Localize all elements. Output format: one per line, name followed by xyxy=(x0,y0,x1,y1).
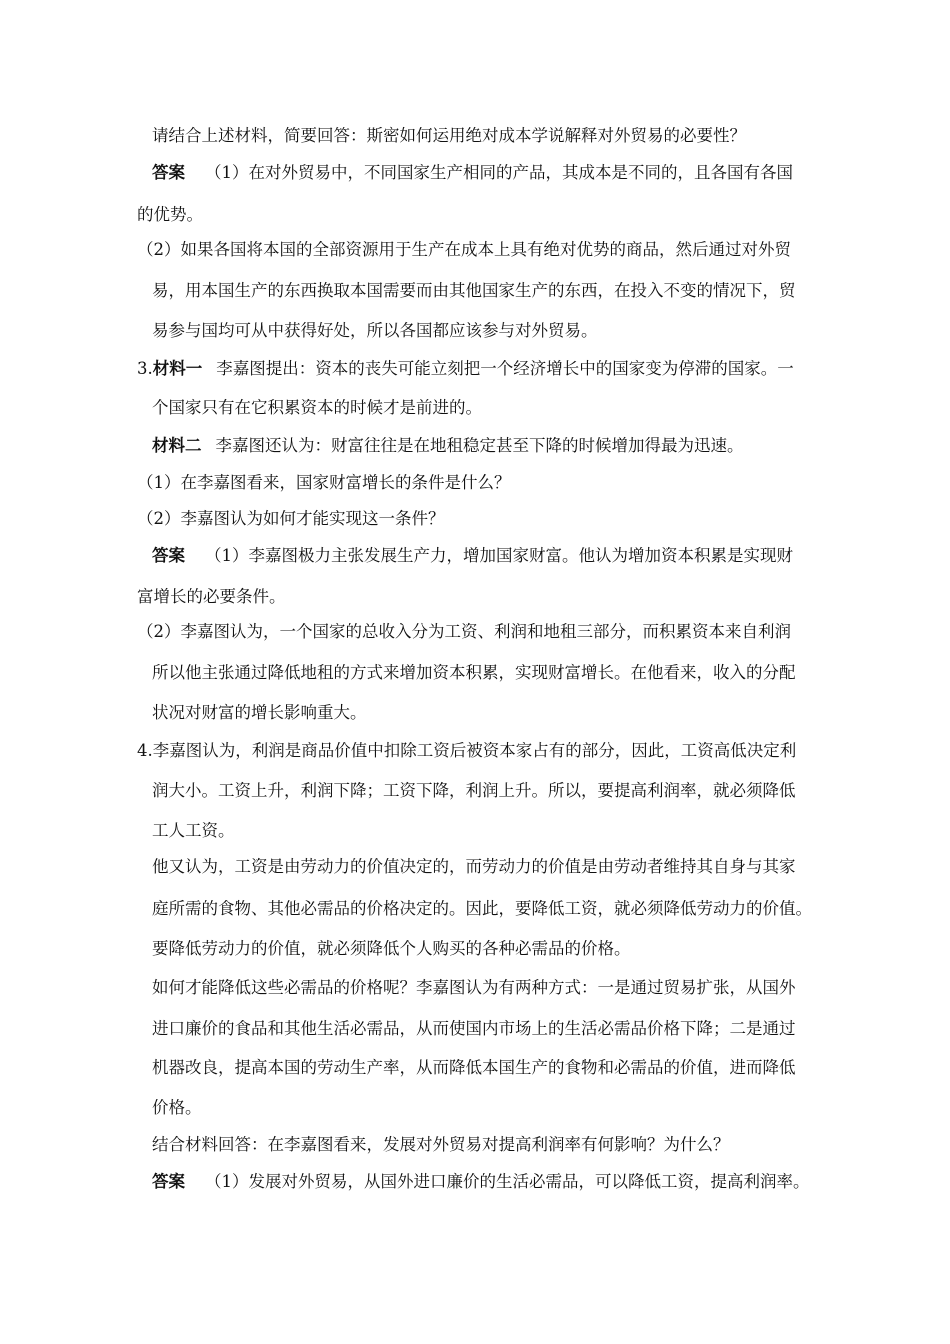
answer-line xyxy=(152,1172,810,1192)
text: 易，用本国生产的东西换取本国需要而由其他国家生产的东西，在投入不变的情况下，贸 xyxy=(152,281,796,300)
text: （2）李嘉图认为，一个国家的总收入分为工资、利润和地租三部分，而积累资本来自利润 xyxy=(137,622,791,641)
text-line xyxy=(152,821,235,841)
question-line xyxy=(152,1135,730,1155)
text: 要降低劳动力的价值，就必须降低个人购买的各种必需品的价格。 xyxy=(152,939,631,958)
text-line xyxy=(152,663,796,683)
text-line xyxy=(152,1058,796,1078)
text: 4.李嘉图认为，利润是商品价值中扣除工资后被资本家占有的部分，因此，工资高低决定利 xyxy=(137,741,797,760)
item-4-line xyxy=(137,741,796,761)
text: 他又认为，工资是由劳动力的价值决定的，而劳动力的价值是由劳动者维持其自身与其家 xyxy=(152,857,796,876)
text-line xyxy=(152,1098,202,1118)
text: 所以他主张通过降低地租的方式来增加资本积累，实现财富增长。在他看来，收入的分配 xyxy=(152,663,796,682)
text-line xyxy=(152,781,796,801)
text: 易参与国均可从中获得好处，所以各国都应该参与对外贸易。 xyxy=(152,321,598,340)
answer-line xyxy=(152,546,793,566)
text-line xyxy=(152,899,812,919)
material-line xyxy=(152,436,744,456)
text: 个国家只有在它积累资本的时候才是前进的。 xyxy=(152,398,482,417)
text: （1）在对外贸易中，不同国家生产相同的产品，其成本是不同的，且各国有各国 xyxy=(205,163,793,182)
material-label: 材料一 xyxy=(152,359,203,378)
question-line xyxy=(137,509,445,529)
text-line xyxy=(137,587,286,607)
text-line xyxy=(152,321,598,341)
answer-line xyxy=(152,163,793,183)
text: 工人工资。 xyxy=(152,821,235,840)
text: （2）李嘉图认为如何才能实现这一条件？ xyxy=(137,509,445,528)
text-line xyxy=(152,1019,796,1039)
item-number: 3. xyxy=(137,359,153,378)
text-line xyxy=(152,281,796,301)
answer-label: 答案 xyxy=(152,163,185,182)
text: 李嘉图提出：资本的丧失可能立刻把一个经济增长中的国家变为停滞的国家。一 xyxy=(216,359,794,378)
text: （1）李嘉图极力主张发展生产力，增加国家财富。他认为增加资本积累是实现财 xyxy=(205,546,793,565)
text-line xyxy=(137,240,791,260)
text: 庭所需的食物、其他必需品的价格决定的。因此，要降低工资，就必须降低劳动力的价值。 xyxy=(152,899,812,918)
text-line xyxy=(137,205,203,225)
text: 机器改良，提高本国的劳动生产率，从而降低本国生产的食物和必需品的价值，进而降低 xyxy=(152,1058,796,1077)
text: （1）在李嘉图看来，国家财富增长的条件是什么？ xyxy=(137,473,511,492)
text: 结合材料回答：在李嘉图看来，发展对外贸易对提高利润率有何影响？为什么？ xyxy=(152,1135,730,1154)
text: 进口廉价的食品和其他生活必需品，从而使国内市场上的生活必需品价格下降；二是通过 xyxy=(152,1019,796,1038)
text-line xyxy=(152,857,796,877)
question-line xyxy=(152,126,746,146)
text: （1）发展对外贸易，从国外进口廉价的生活必需品，可以降低工资，提高利润率。 xyxy=(205,1172,810,1191)
text: 价格。 xyxy=(152,1098,202,1117)
text: （2）如果各国将本国的全部资源用于生产在成本上具有绝对优势的商品，然后通过对外贸 xyxy=(137,240,791,259)
text-line xyxy=(152,398,482,418)
text: 请结合上述材料，简要回答：斯密如何运用绝对成本学说解释对外贸易的必要性？ xyxy=(152,126,746,145)
text-line xyxy=(152,703,367,723)
text: 如何才能降低这些必需品的价格呢？李嘉图认为有两种方式：一是通过贸易扩张，从国外 xyxy=(152,978,796,997)
text: 润大小。工资上升，利润下降；工资下降，利润上升。所以，要提高利润率，就必须降低 xyxy=(152,781,796,800)
answer-label: 答案 xyxy=(152,546,185,565)
answer-label: 答案 xyxy=(152,1172,185,1191)
text: 富增长的必要条件。 xyxy=(137,587,286,606)
text: 状况对财富的增长影响重大。 xyxy=(152,703,367,722)
text: 李嘉图还认为：财富往往是在地租稳定甚至下降的时候增加得最为迅速。 xyxy=(215,436,744,455)
text-line xyxy=(152,939,631,959)
text-line xyxy=(137,622,791,642)
question-line xyxy=(137,473,511,493)
material-label: 材料二 xyxy=(152,436,202,455)
item-3-line xyxy=(137,359,794,379)
text: 的优势。 xyxy=(137,205,203,224)
text-line xyxy=(152,978,796,998)
